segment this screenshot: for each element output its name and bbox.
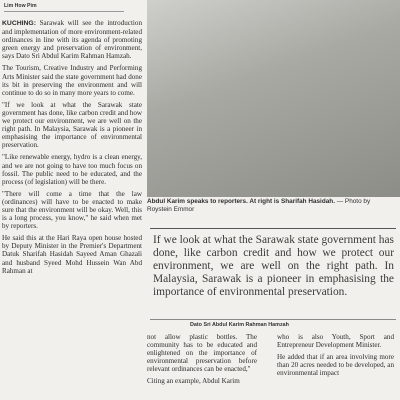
paragraph: Citing an example, Abdul Karim <box>147 377 240 386</box>
pull-quote <box>150 228 396 320</box>
paragraph: who is also Youth, Sport and Entrepreneur Development Minister. <box>277 333 394 350</box>
paragraph: The Tourism, Creative Industry and Performing Arts Minister said the state government had done its bit in preserving the environment and will continue to do so in many more years to come. <box>2 64 142 97</box>
paragraph: "Like renewable energy, hydro is a clean energy, and we are not going to have too much focus on fossil. The public need to be educated, and the process (of legislation) will be there. <box>2 153 142 186</box>
news-photo <box>147 0 400 197</box>
paragraph: He added that if an area involving more than 20 acres needed to be developed, an environmental impact <box>277 353 394 378</box>
paragraph: "There will come a time that the law (ordinances) will have to be enacted to make sure that the environment will be okay. Well, this is a long process, you know," he said when met by reporters. <box>2 189 142 231</box>
paragraph <box>2 19 142 60</box>
article-column-3 <box>277 333 394 400</box>
dateline: KUCHING: <box>2 20 36 27</box>
caption-text: Abdul Karim speaks to reporters. At right is Sharifah Hasidah. <box>147 198 335 205</box>
byline-rule <box>4 11 124 12</box>
paragraph: He said this at the Hari Raya open house hosted by Deputy Minister in the Premier's Department Datuk Sharifah Hasidah Sayeed Aman Ghazali and husband Syeed Mohd Hussein Wan Abd Rahman at <box>2 234 142 275</box>
byline: Lim How Pim <box>4 3 37 9</box>
photo-caption <box>147 198 396 214</box>
photo-credit: — Photo by Roystein Emmor <box>147 198 371 214</box>
paragraph: "If we look at what the Sarawak state government has done, like carbon credit and how we protect our environment, we are well on the right path. In Malaysia, Sarawak is a pioneer in emphasising the importance of environmental preservation. <box>2 100 142 150</box>
paragraph-text: Sarawak will see the introduction and implementation of more environment-related ordinances in line with its agenda of promoting green energy and preservation of environment, says Dato Sri Abdul Karim Rahman Hamzah. <box>2 19 142 61</box>
paragraph: not allow plastic bottles. The community has to be educated and enlightened on the importance of environmental preservation before relevant ordinances can be enacted," <box>147 333 257 374</box>
article-column-2 <box>147 333 257 400</box>
article-column-1 <box>2 0 142 400</box>
pull-quote-text: If we look at what the Sarawak state government has done, like carbon credit and how we protect our environment, we are well on the right path. In Malaysia, Sarawak is a pioneer in emphasising the importance of environmental preservation. <box>153 234 394 299</box>
pull-quote-attribution: Dato Sri Abdul Karim Rahman Hamzah <box>190 322 289 328</box>
